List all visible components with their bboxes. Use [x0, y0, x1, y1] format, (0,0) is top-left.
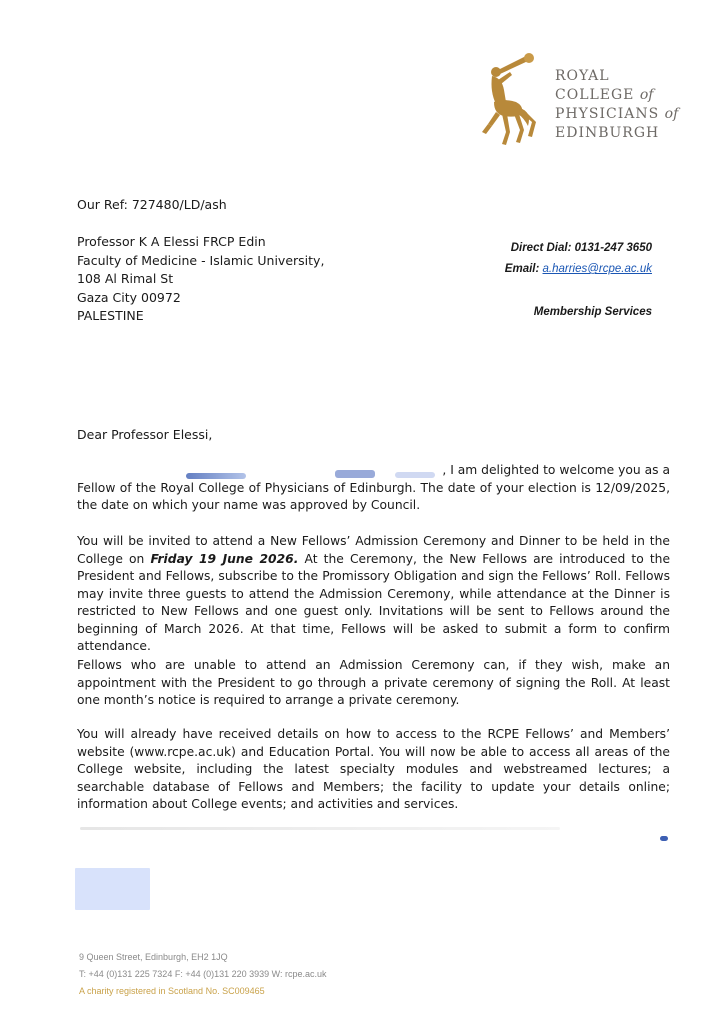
wordmark-line-college: COLLEGE of: [555, 87, 654, 103]
paragraph-welcome: [77, 462, 670, 515]
welcome-first-line: , I am delighted to welcome you as a: [442, 463, 670, 477]
redaction-smudge: [80, 827, 560, 830]
contact-details: [505, 238, 652, 280]
ceremony-date: Friday 19 June 2026.: [150, 551, 299, 566]
our-reference: Our Ref: 727480/LD/ash: [77, 197, 227, 212]
email-line: Email: a.harries@rcpe.ac.uk: [504, 263, 652, 275]
recipient-address: [77, 233, 324, 326]
address-line: Faculty of Medicine - Islamic University,: [77, 252, 325, 268]
welcome-body: Fellow of the Royal College of Physicians of Edinburgh. The date of your election is 12/09/2025, the date on which your name was approved by Council.: [77, 480, 670, 512]
paragraph-ceremony: You will be invited to attend a New Fellows’ Admission Ceremony and Dinner to be held in the College on Friday 19 June 2026. At the Ceremony, the New Fellows are introduced to the President and Fellows, subscribe to the Promissory Obligation and sign the Fellows’ Roll. Fellows may invite three guests to attend the Admission Ceremony, while attendance at the Dinner is restricted to New Fellows and one guest only. Invitations will be sent to Fellows around the beginning of March 2026. At that time, Fellows will be asked to submit a form to confirm attendance.: [77, 534, 671, 653]
footer-phones: T: +44 (0)131 225 7324 F: +44 (0)131 220 3939 W: rcpe.ac.uk: [79, 969, 327, 979]
email-link[interactable]: a.harries@rcpe.ac.uk: [542, 263, 652, 275]
address-line: PALESTINE: [77, 308, 144, 323]
centaur-logo-icon: [476, 52, 546, 148]
wordmark-line-physicians: PHYSICIANS of: [555, 106, 679, 122]
redaction-smudge: [660, 836, 668, 841]
salutation: Dear Professor Elessi,: [77, 427, 213, 442]
redaction-block: [75, 868, 150, 910]
paragraph-private-ceremony: Fellows who are unable to attend an Admission Ceremony can, if they wish, make an appointment with the President to go through a private ceremony of signing the Roll. At least one month’s notice is required to arrange a private ceremony.: [77, 658, 670, 707]
footer-charity: A charity registered in Scotland No. SC009465: [79, 986, 265, 996]
letter-footer: [79, 949, 327, 1000]
college-wordmark: [555, 67, 678, 143]
department-name: Membership Services: [533, 306, 652, 318]
wordmark-line-edinburgh: EDINBURGH: [555, 125, 660, 141]
footer-address: 9 Queen Street, Edinburgh, EH2 1JQ: [79, 952, 228, 962]
address-line: Gaza City 00972: [77, 289, 181, 305]
address-line: Professor K A Elessi FRCP Edin: [77, 234, 266, 249]
paragraph-website: You will already have received details on how to access to the RCPE Fellows’ and Members’ website (www.rcpe.ac.uk) and Education Portal. You will now be able to access all areas of the College website, including the latest specialty modules and webstreamed lectures; a searchable database of Fellows and Members; the facility to update your details online; information about College events; and activities and services.: [77, 727, 670, 811]
wordmark-line-royal: ROYAL: [555, 68, 610, 84]
address-line: 108 Al Rimal St: [77, 271, 174, 286]
direct-dial: Direct Dial: 0131-247 3650: [510, 242, 652, 254]
